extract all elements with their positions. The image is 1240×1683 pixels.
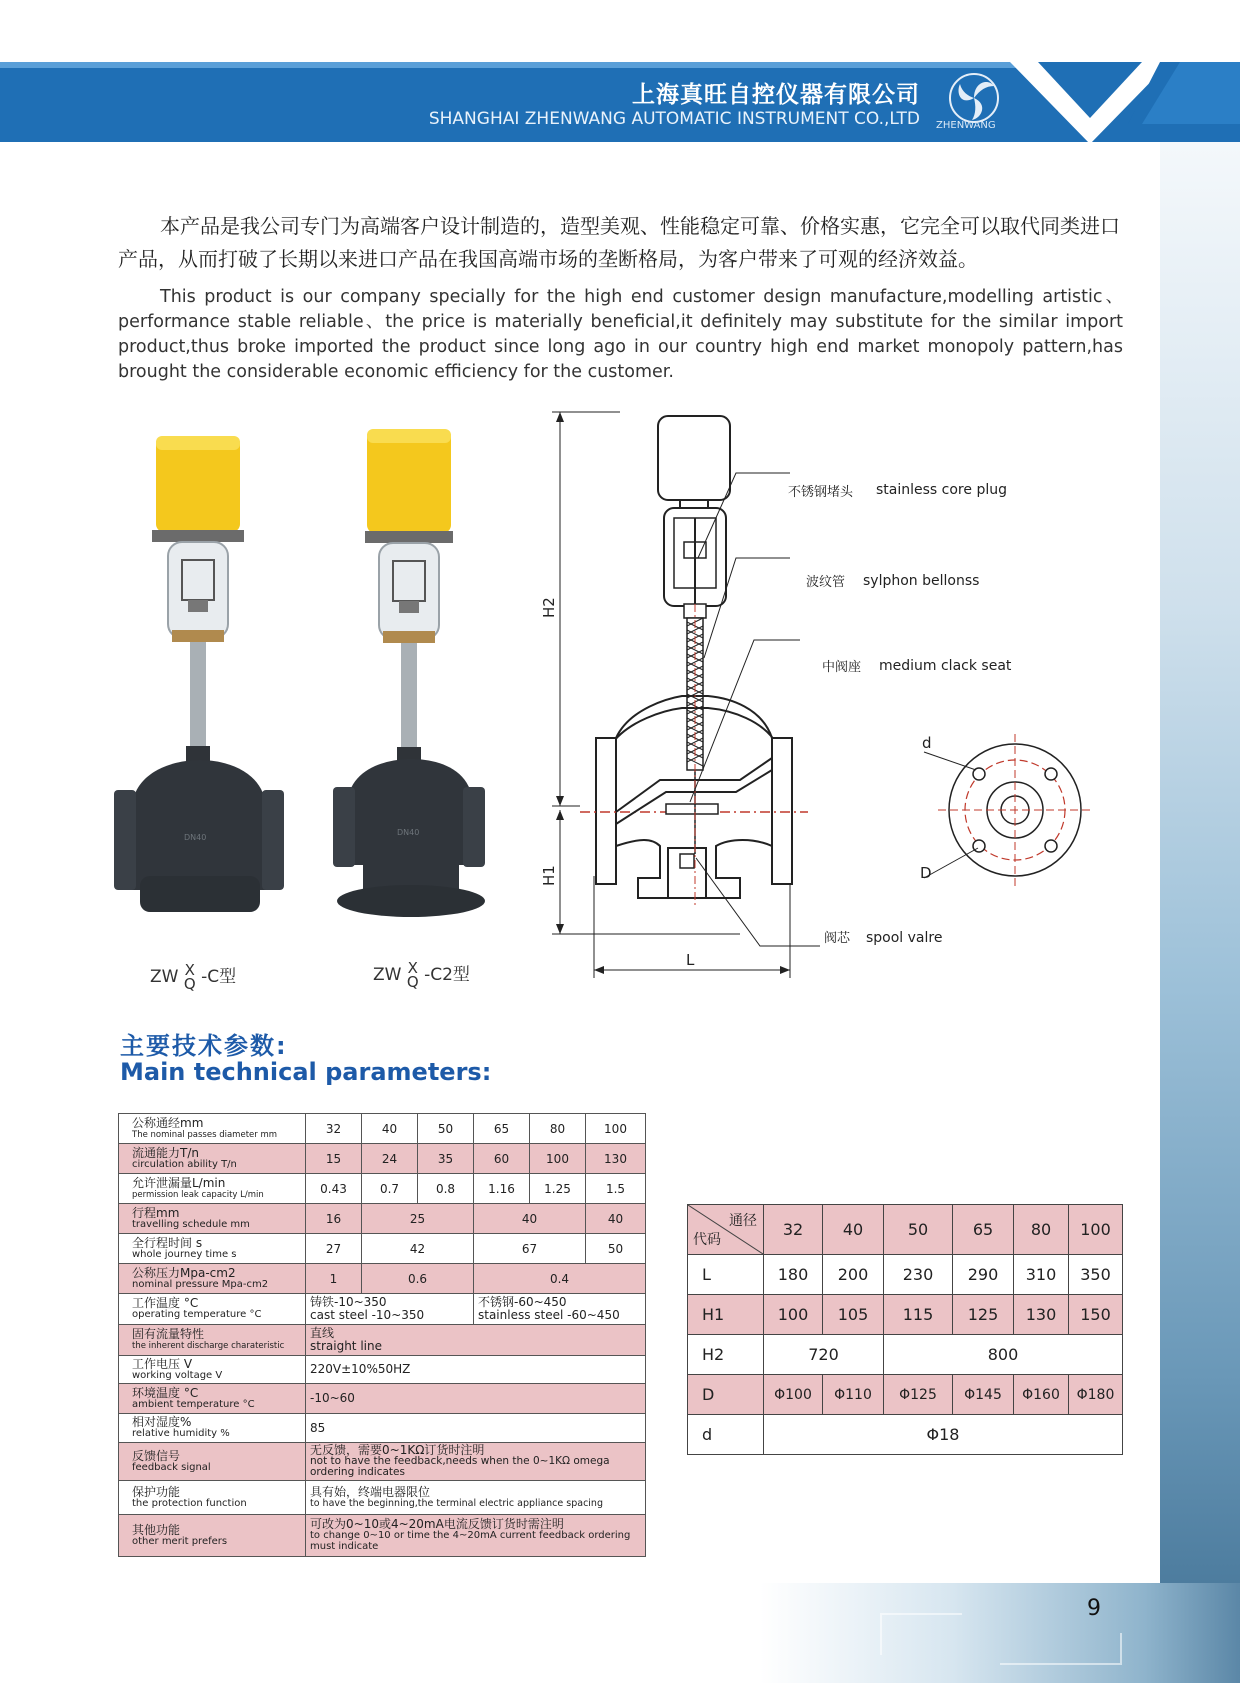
model-label-c2 xyxy=(373,960,470,989)
size-cell: 40 xyxy=(823,1205,884,1255)
row-key: L xyxy=(688,1255,764,1295)
flange-d-small-label: d xyxy=(922,734,932,752)
bottom-decoration xyxy=(760,1583,1240,1683)
model-prefix: ZW xyxy=(373,965,402,985)
table-row xyxy=(688,1295,1123,1335)
model-sub: Q xyxy=(406,973,419,991)
callout-spool-cn: 阀芯 xyxy=(824,931,851,946)
value-cell: Φ180 xyxy=(1069,1375,1123,1415)
callout-seat-cn: 中阀座 xyxy=(822,660,862,675)
table-row xyxy=(688,1255,1123,1295)
row-key: H2 xyxy=(688,1335,764,1375)
param-label: 公称压力Mpa-cm2 nominal pressure Mpa-cm2 xyxy=(119,1264,306,1294)
table-row xyxy=(119,1481,646,1515)
header-bottom-label: 代码 xyxy=(693,1232,721,1248)
param-value: 100 xyxy=(530,1144,586,1174)
param-value: 0.8 xyxy=(418,1174,474,1204)
table-row xyxy=(688,1205,1123,1255)
main-parameters-table xyxy=(118,1113,646,1557)
model-label-c xyxy=(150,962,236,991)
param-value: 无反馈，需要0~1KΩ订货时注明 not to have the feedback,needs when the 0~1KΩ omega ordering indicates xyxy=(306,1443,646,1481)
param-value: 50 xyxy=(586,1234,646,1264)
table-row xyxy=(119,1174,646,1204)
param-value: 铸铁-10~350 cast steel -10~350 xyxy=(306,1294,474,1325)
table-row xyxy=(119,1264,646,1294)
size-cell: 65 xyxy=(953,1205,1014,1255)
value-cell: 180 xyxy=(764,1255,823,1295)
intro-text-en: This product is our company specially for the high end customer design manufacture,modelling artistic、performance stable reliable、the price is materially beneficial,it definitely may substitute for the similar import product,thus broke imported the product since long ago in our country high end market monopoly pattern,has brought the considerable economic efficiency for the customer. xyxy=(118,287,1123,382)
value-cell: Φ160 xyxy=(1014,1375,1069,1415)
value-cell: 130 xyxy=(1014,1295,1069,1335)
header-top-label: 通径 xyxy=(729,1213,757,1229)
param-value: -10~60 xyxy=(306,1384,646,1414)
callout-plug-en: stainless core plug xyxy=(876,482,1007,498)
company-name-cn: 上海真旺自控仪器有限公司 xyxy=(632,82,920,108)
flange-d-big-label: D xyxy=(920,864,932,882)
param-value: 40 xyxy=(586,1204,646,1234)
callout-bellows-en: sylphon bellonss xyxy=(863,573,980,589)
param-value: 15 xyxy=(306,1144,362,1174)
value-cell: Φ125 xyxy=(884,1375,953,1415)
page-number: 9 xyxy=(1087,1596,1101,1621)
table-row xyxy=(119,1414,646,1443)
table-row xyxy=(119,1515,646,1557)
param-label: 固有流量特性 the inherent discharge charateristic xyxy=(119,1325,306,1356)
param-label: 环境温度 °C ambient temperature °C xyxy=(119,1384,306,1414)
param-value: 27 xyxy=(306,1234,362,1264)
param-value: 1.25 xyxy=(530,1174,586,1204)
value-cell: 150 xyxy=(1069,1295,1123,1335)
param-label: 其他功能 other merit prefers xyxy=(119,1515,306,1557)
param-value: 35 xyxy=(418,1144,474,1174)
param-value: 不锈钢-60~450 stainless steel -60~450 xyxy=(474,1294,646,1325)
model-suffix: -C型 xyxy=(201,967,237,987)
dim-h1-label: H1 xyxy=(540,865,558,886)
param-value: 50 xyxy=(418,1114,474,1144)
svg-text:DN40: DN40 xyxy=(184,833,207,842)
param-value: 40 xyxy=(474,1204,586,1234)
param-value: 24 xyxy=(362,1144,418,1174)
row-key: D xyxy=(688,1375,764,1415)
table-row xyxy=(688,1375,1123,1415)
param-value: 65 xyxy=(474,1114,530,1144)
table-row xyxy=(688,1335,1123,1375)
value-cell: 290 xyxy=(953,1255,1014,1295)
param-value: 100 xyxy=(586,1114,646,1144)
header-chevron-decoration xyxy=(1010,62,1240,152)
value-cell: 115 xyxy=(884,1295,953,1335)
dim-l-label: L xyxy=(686,951,695,969)
model-prefix: ZW xyxy=(150,967,179,987)
value-cell: 200 xyxy=(823,1255,884,1295)
param-label: 流通能力T/n circulation ability T/n xyxy=(119,1144,306,1174)
table-row xyxy=(119,1204,646,1234)
param-value: 1.16 xyxy=(474,1174,530,1204)
valve-technical-drawing xyxy=(540,408,1100,983)
value-cell: Φ110 xyxy=(823,1375,884,1415)
table-row xyxy=(119,1144,646,1174)
param-value: 0.7 xyxy=(362,1174,418,1204)
param-value: 1 xyxy=(306,1264,362,1294)
param-value: 130 xyxy=(586,1144,646,1174)
valve-photo-c xyxy=(110,430,290,940)
size-cell: 32 xyxy=(764,1205,823,1255)
table-row xyxy=(119,1356,646,1384)
param-label: 保护功能 the protection function xyxy=(119,1481,306,1515)
param-value: 0.43 xyxy=(306,1174,362,1204)
param-label: 工作温度 °C operating temperature °C xyxy=(119,1294,306,1325)
param-value: 220V±10%50HZ xyxy=(306,1356,646,1384)
value-cell: 720 xyxy=(764,1335,884,1375)
row-key: H1 xyxy=(688,1295,764,1335)
value-cell: 100 xyxy=(764,1295,823,1335)
param-value: 具有始，终端电器限位 to have the beginning,the terminal electric appliance spacing xyxy=(306,1481,646,1515)
dim-h2-label: H2 xyxy=(540,597,558,618)
callout-seat-en: medium clack seat xyxy=(879,658,1012,674)
model-suffix: -C2型 xyxy=(424,965,470,985)
table-row xyxy=(688,1415,1123,1455)
callout-spool-en: spool valre xyxy=(866,930,943,946)
param-value: 85 xyxy=(306,1414,646,1443)
table-row xyxy=(119,1114,646,1144)
value-cell: 105 xyxy=(823,1295,884,1335)
size-cell: 100 xyxy=(1069,1205,1123,1255)
param-value: 80 xyxy=(530,1114,586,1144)
model-sub: Q xyxy=(183,975,196,993)
params-title-cn: 主要技术参数: xyxy=(120,1032,288,1060)
model-sup: X xyxy=(184,961,195,979)
callout-plug-cn: 不锈钢堵头 xyxy=(788,485,854,500)
table-row xyxy=(119,1294,646,1325)
param-value: 67 xyxy=(474,1234,586,1264)
param-value: 16 xyxy=(306,1204,362,1234)
size-cell: 50 xyxy=(884,1205,953,1255)
table-row xyxy=(119,1384,646,1414)
param-value: 1.5 xyxy=(586,1174,646,1204)
size-cell: 80 xyxy=(1014,1205,1069,1255)
param-value: 可改为0~10或4~20mA电流反馈订货时需注明 to change 0~10 or time the 4~20mA current feedback ordering must indicate xyxy=(306,1515,646,1557)
param-value: 直线 straight line xyxy=(306,1325,646,1356)
param-label: 全行程时间 s whole journey time s xyxy=(119,1234,306,1264)
value-cell: 310 xyxy=(1014,1255,1069,1295)
param-value: 0.6 xyxy=(362,1264,474,1294)
company-name-en: SHANGHAI ZHENWANG AUTOMATIC INSTRUMENT CO.,LTD xyxy=(428,109,920,129)
svg-text:DN40: DN40 xyxy=(397,828,420,837)
param-label: 行程mm travelling schedule mm xyxy=(119,1204,306,1234)
header-diagonal-cell xyxy=(688,1205,764,1255)
table-row xyxy=(119,1325,646,1356)
param-value: 25 xyxy=(362,1204,474,1234)
dimensions-table xyxy=(687,1204,1123,1455)
model-sup: X xyxy=(407,959,418,977)
valve-photo-c2 xyxy=(325,425,505,940)
params-title-en: Main technical parameters: xyxy=(120,1058,492,1086)
logo-text: ZHENWANG xyxy=(936,120,996,131)
side-decoration xyxy=(1160,140,1240,1683)
value-cell: 125 xyxy=(953,1295,1014,1335)
table-row xyxy=(119,1443,646,1481)
value-cell: Φ18 xyxy=(764,1415,1123,1455)
row-key: d xyxy=(688,1415,764,1455)
value-cell: Φ100 xyxy=(764,1375,823,1415)
value-cell: Φ145 xyxy=(953,1375,1014,1415)
param-label: 公称通经mm The nominal passes diameter mm xyxy=(119,1114,306,1144)
param-label: 相对湿度% relative humidity % xyxy=(119,1414,306,1443)
param-value: 0.4 xyxy=(474,1264,646,1294)
param-value: 60 xyxy=(474,1144,530,1174)
callout-bellows-cn: 波纹管 xyxy=(806,575,846,590)
value-cell: 230 xyxy=(884,1255,953,1295)
param-label: 反馈信号 feedback signal xyxy=(119,1443,306,1481)
intro-text-cn: 本产品是我公司专门为高端客户设计制造的，造型美观、性能稳定可靠、价格实惠，它完全可以取代同类进口产品，从而打破了长期以来进口产品在我国高端市场的垄断格局，为客户带来了可观的经济效益。 xyxy=(118,214,1120,271)
param-value: 42 xyxy=(362,1234,474,1264)
param-label: 工作电压 V working voltage V xyxy=(119,1356,306,1384)
param-label: 允许泄漏量L/min permission leak capacity L/min xyxy=(119,1174,306,1204)
param-value: 32 xyxy=(306,1114,362,1144)
value-cell: 800 xyxy=(884,1335,1123,1375)
table-row xyxy=(119,1234,646,1264)
value-cell: 350 xyxy=(1069,1255,1123,1295)
param-value: 40 xyxy=(362,1114,418,1144)
